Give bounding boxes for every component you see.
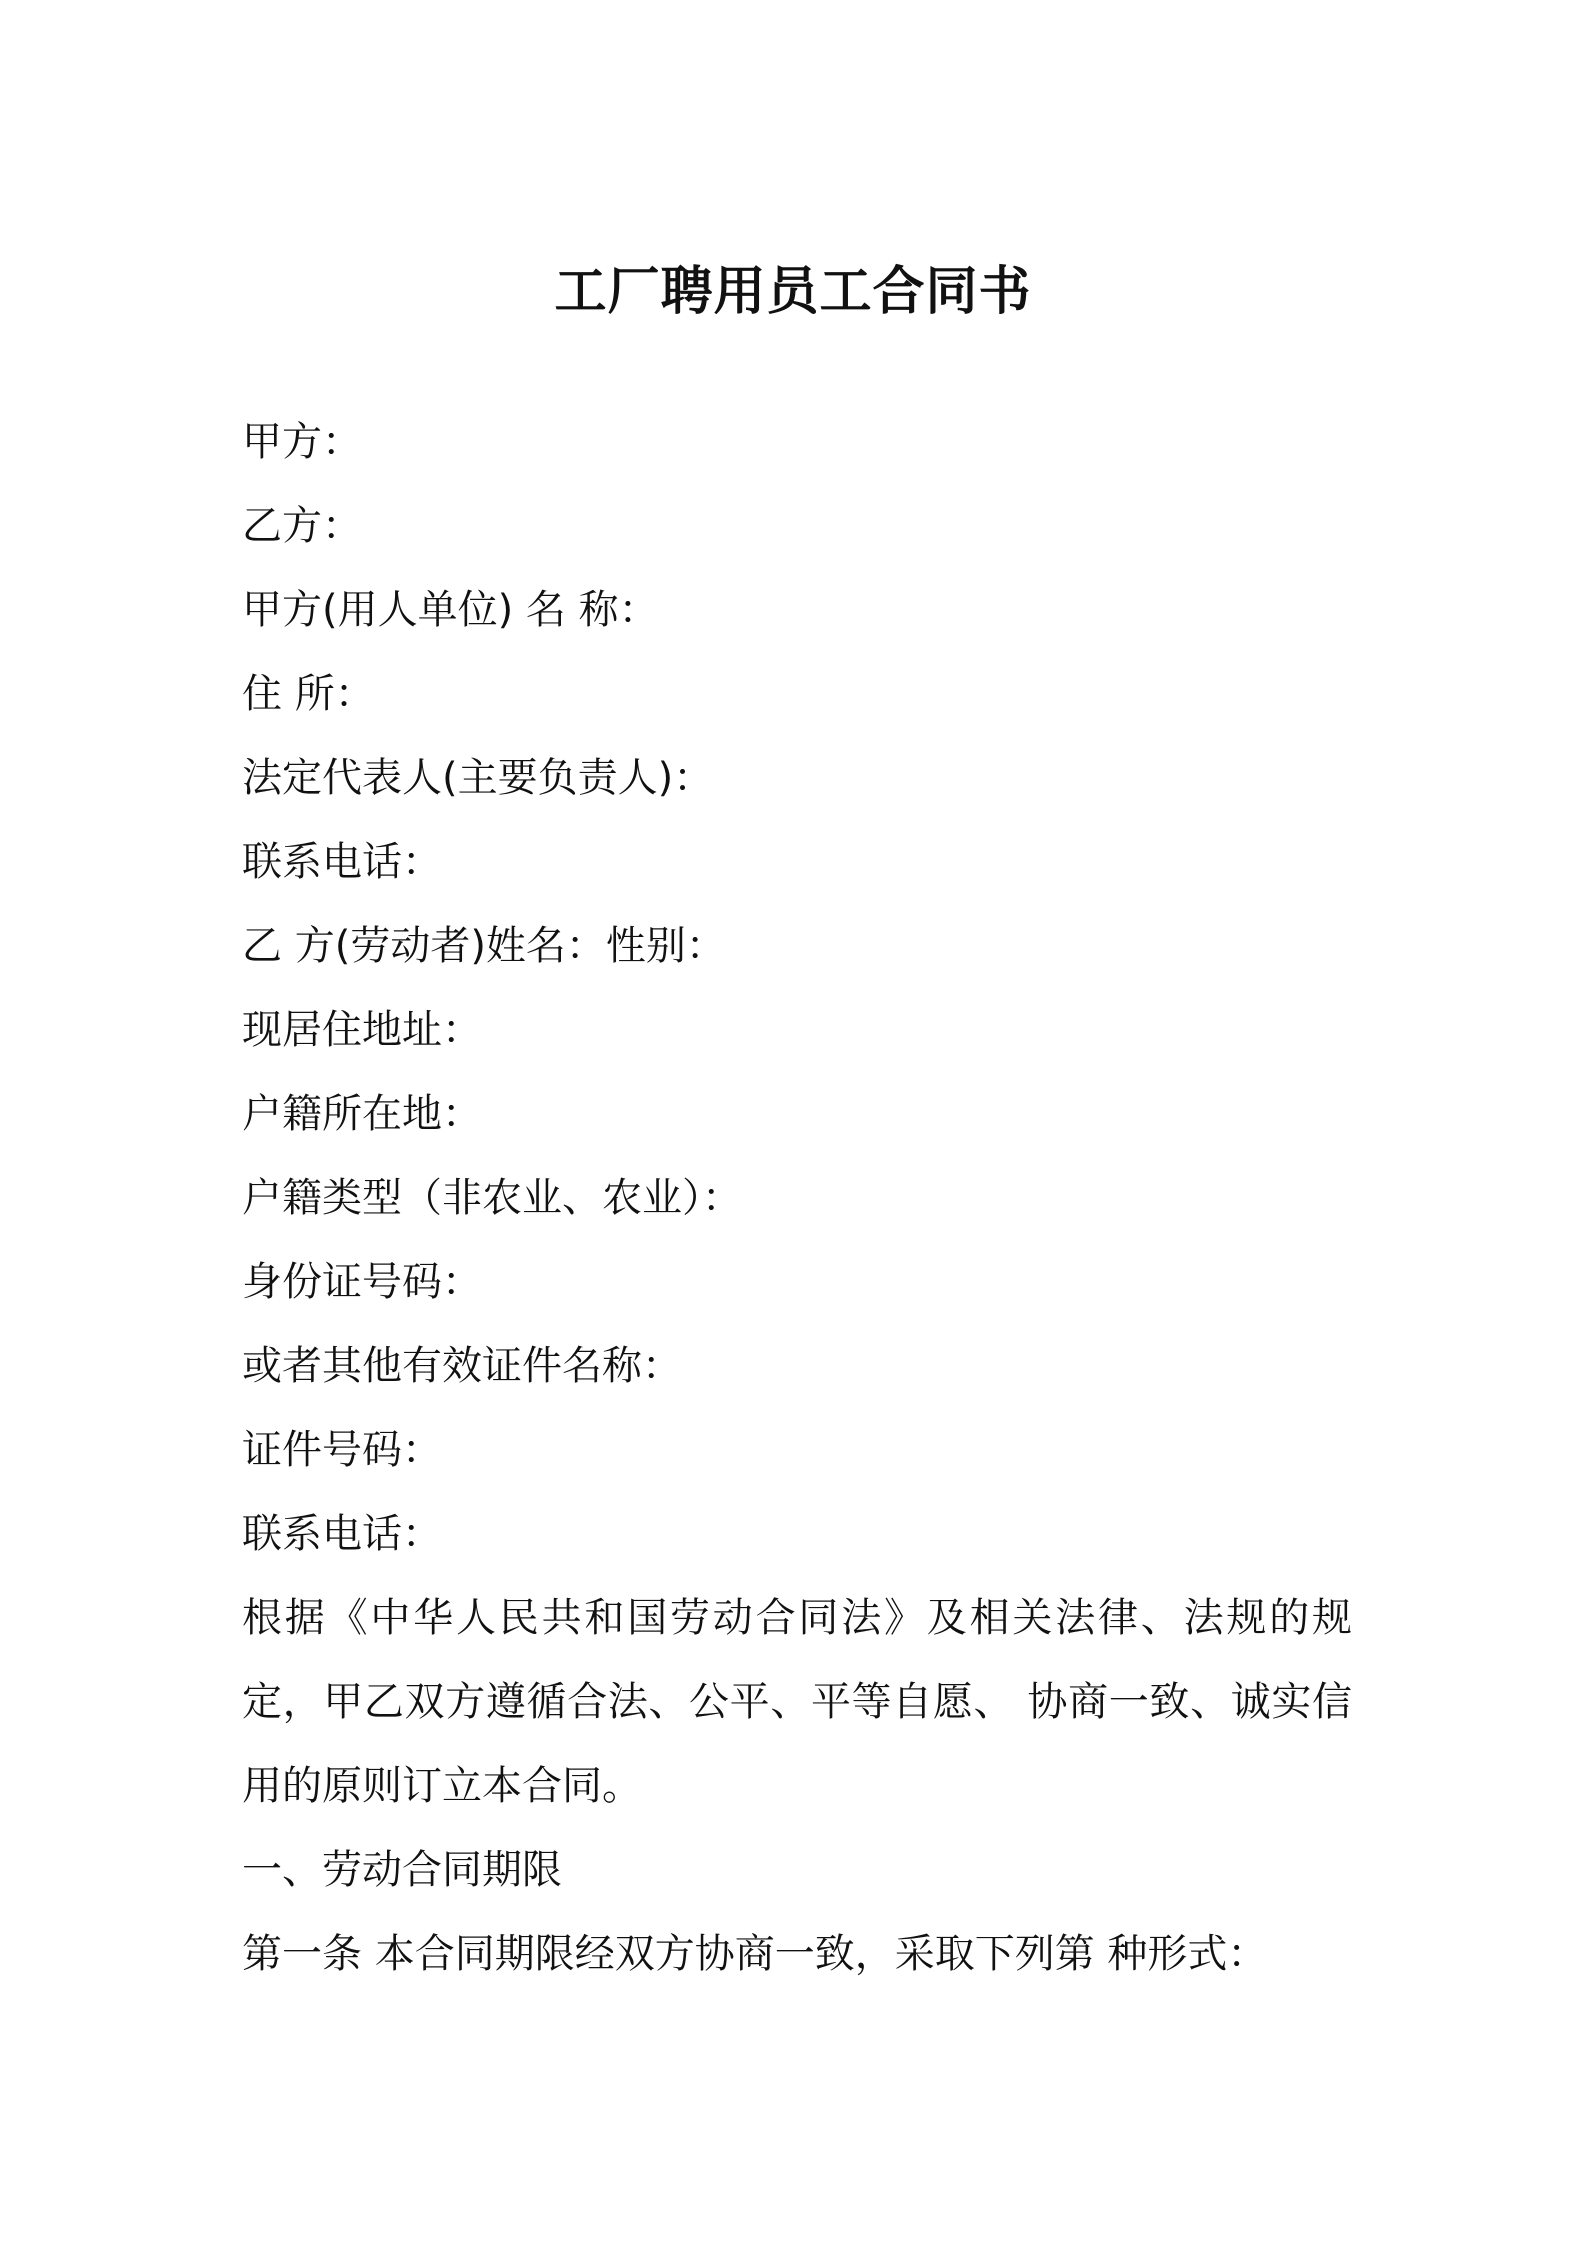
field-id-number: 身份证号码： [242,1259,482,1305]
field-household-registration: 户籍所在地： [242,1091,482,1137]
field-other-id-name: 或者其他有效证件名称： [242,1343,682,1389]
document-body [242,400,1352,1996]
field-employee-name-gender: 乙 方(劳动者)姓名：性别： [242,923,726,969]
field-certificate-number: 证件号码： [242,1427,442,1473]
field-employee-phone: 联系电话： [242,1511,442,1557]
article-one: 第一条 本合同期限经双方协商一致，采取下列第 种形式： [242,1931,1268,1977]
field-party-a: 甲方： [242,419,362,465]
field-legal-representative: 法定代表人(主要负责人)： [242,755,714,801]
field-employer-phone: 联系电话： [242,839,442,885]
field-employer-name: 甲方(用人单位) 名 称： [242,587,659,633]
field-household-type: 户籍类型（非农业、农业）： [242,1175,742,1221]
intro-paragraph: 根据《中华人民共和国劳动合同法》及相关法律、法规的规定，甲乙双方遵循合法、公平、平等自愿、 协商一致、诚实信用的原则订立本合同。 [242,1595,1352,1809]
section-heading: 一、劳动合同期限 [242,1847,562,1893]
document-title: 工厂聘用员工合同书 [554,262,1032,322]
field-current-address: 现居住地址： [242,1007,482,1053]
field-employer-address: 住 所： [242,671,375,717]
field-party-b: 乙方： [242,503,362,549]
